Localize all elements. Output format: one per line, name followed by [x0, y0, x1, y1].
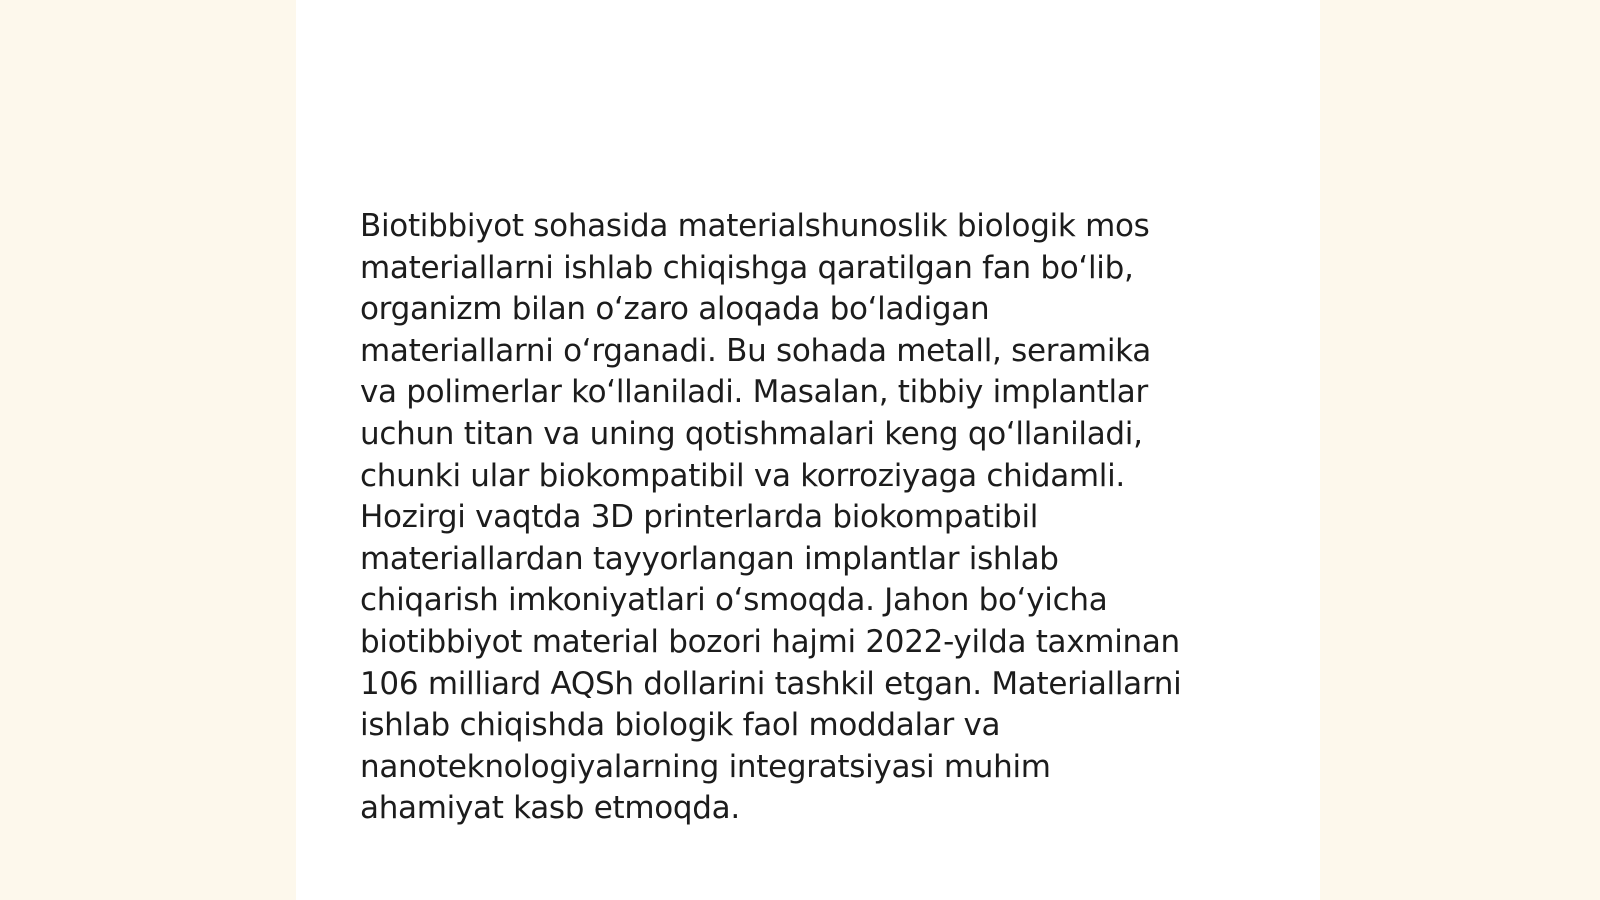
paragraph-line: biotibbiyot material bozori hajmi 2022-yilda taxminan — [360, 623, 1180, 660]
paragraph-line: materiallarni oʻrganadi. Bu sohada metall, seramika — [360, 332, 1151, 369]
paragraph-line: materiallardan tayyorlangan implantlar ishlab — [360, 540, 1059, 577]
paragraph-line: uchun titan va uning qotishmalari keng qoʻllaniladi, — [360, 415, 1143, 452]
document-page — [296, 0, 1320, 900]
paragraph-line: ishlab chiqishda biologik faol moddalar va — [360, 707, 1001, 744]
paragraph-line: 106 milliard AQSh dollarini tashkil etgan. Materiallarni — [360, 665, 1182, 702]
paragraph-line: va polimerlar koʻllaniladi. Masalan, tibbiy implantlar — [360, 374, 1148, 411]
paragraph-line: Hozirgi vaqtda 3D printerlarda biokompatibil — [360, 499, 1039, 536]
paragraph-line: nanoteknologiyalarning integratsiyasi muhim — [360, 748, 1051, 785]
paragraph-line: chunki ular biokompatibil va korroziyaga chidamli. — [360, 457, 1125, 494]
body-paragraph — [360, 206, 1260, 830]
paragraph-line: Biotibbiyot sohasida materialshunoslik biologik mos — [360, 208, 1150, 244]
paragraph-line: chiqarish imkoniyatlari oʻsmoqda. Jahon boʻyicha — [360, 582, 1108, 619]
paragraph-line: ahamiyat kasb etmoqda. — [360, 790, 740, 827]
paragraph-line: materiallarni ishlab chiqishga qaratilgan fan boʻlib, — [360, 249, 1134, 286]
paragraph-line: organizm bilan oʻzaro aloqada boʻladigan — [360, 291, 990, 328]
